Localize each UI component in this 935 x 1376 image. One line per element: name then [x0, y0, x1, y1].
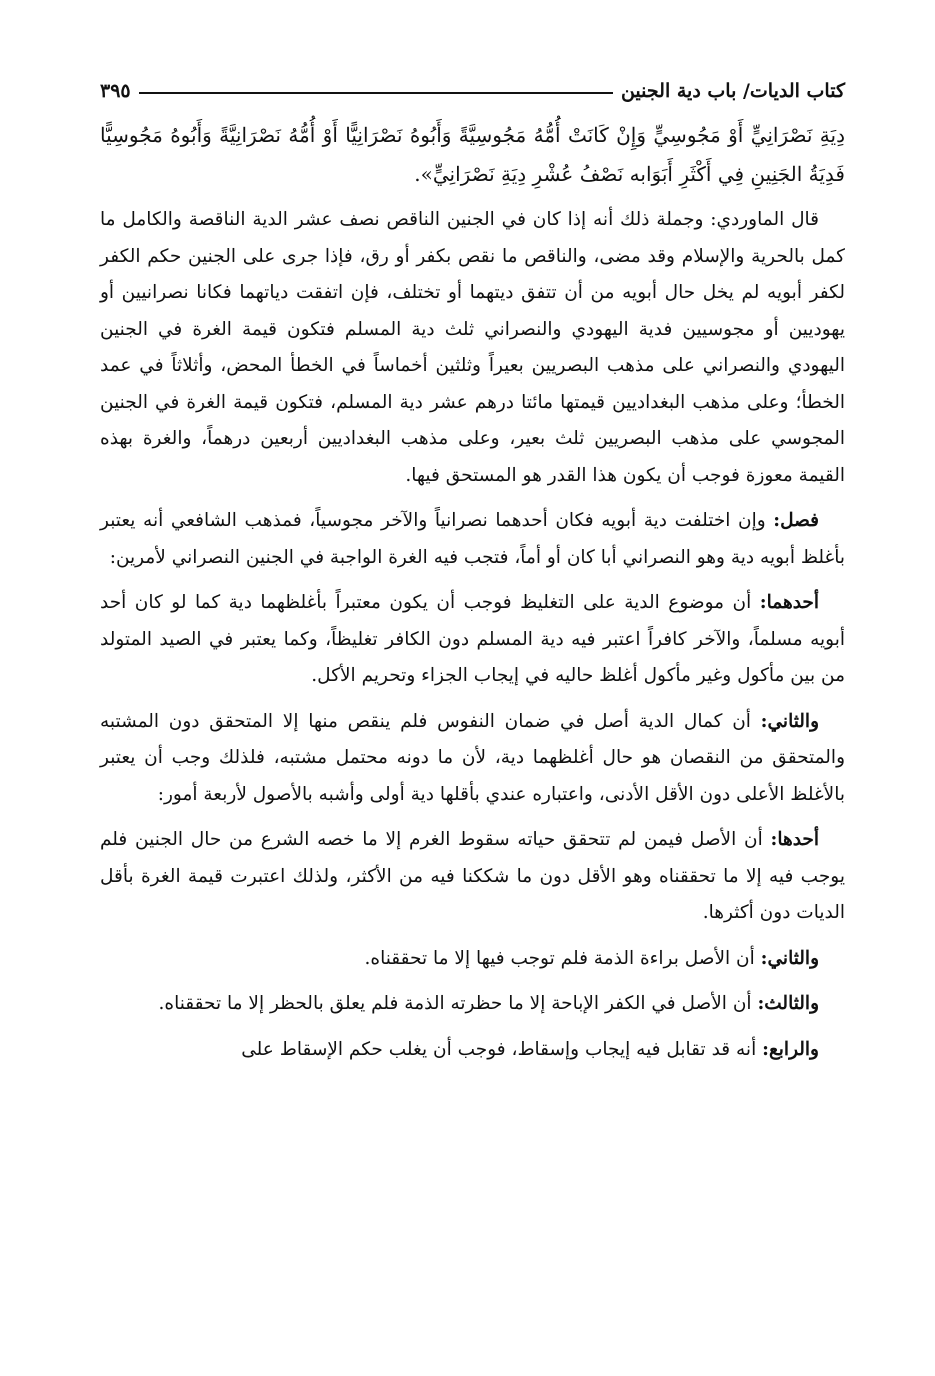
- page-number: ٣٩٥: [100, 80, 131, 102]
- paragraph-text: أن الأصل براءة الذمة فلم توجب فيها إلا ما تحققناه.: [364, 947, 761, 969]
- paragraph-lead: والثالث:: [757, 993, 819, 1014]
- paragraph-text: أن الأصل فيمن لم تتحقق حياته سقوط الغرم إلا ما خصه الشرع من حال الجنين فلم يوجب فيه إلا ما تحققناه وهو الأقل دون ما شككنا فيه من الأكثر، ولذلك اعتبرت قيمة الغرة بأقل الديات دون أكثرها.: [100, 829, 845, 923]
- paragraph-lead: والثاني:: [760, 710, 819, 732]
- paragraph-5: [100, 822, 845, 932]
- paragraph-8: [100, 1032, 845, 1069]
- paragraph-text: أن الأصل في الكفر الإباحة إلا ما حظرته الذمة فلم يعلق بالحظر إلا ما تحققناه.: [158, 993, 758, 1014]
- paragraph-lead: والثاني:: [760, 947, 819, 969]
- paragraph-4: [100, 704, 845, 814]
- running-header-title: كتاب الديات/ باب دية الجنين: [620, 80, 845, 102]
- running-header: [100, 74, 845, 108]
- header-rule: [139, 92, 613, 94]
- paragraph-text: أن كمال الدية أصل في ضمان النفوس فلم ينقص منها إلا المتحقق دون المشتبه والمتحقق من النقصان هو حال أغلظهما دية، لأن ما دونه محتمل مشتبه، فلذلك وجب أن يعتبر بالأغلظ الأعلى دون الأقل الأدنى، واعتباره عندي بأقلها دية أولى وأشبه بالأصول لأربعة أمور:: [100, 710, 845, 805]
- hadith-quote: دِيَةِ نَصْرَانِيٍّ أَوْ مَجُوسِيٍّ وَإِنْ كَانَتْ أُمُّهُ مَجُوسِيَّةً وَأَبُوهُ نَصْرَانِيًّا أَوْ أُمُّهُ نَصْرَانِيَّةً وَأَبُوهُ مَجُوسِيًّا فَدِيَةُ الجَنِينِ فِي أَكْثَرِ أَبَوَابه نَصْفُ عُشْرِ دِيَةِ نَصْرَانِيٍّ».: [100, 123, 845, 186]
- paragraph-text: أنه قد تقابل فيه إيجاب وإسقاط، فوجب أن يغلب حكم الإسقاط على: [241, 1038, 763, 1060]
- paragraph-lead: أحدها:: [770, 829, 819, 850]
- paragraph-text: قال الماوردي: وجملة ذلك أنه إذا كان في الجنين الناقص نصف عشر الدية الناقصة والكامل ما كمل بالحرية والإسلام وقد مضى، والناقص ما نقص بكفر أو رق، فإذا جرى على الجنين حكم الكفر لكفر أبويه لم يخل حال أبويه من أن تتفق ديتهما أو تختلف، فإن اتفقت دياتهما فكانا نصرانيين أو يهوديين أو مجوسيين فدية اليهودي والنصراني ثلث دية المسلم فتكون قيمة الغرة في الجنين اليهودي والنصراني على مذهب البصريين بعيراً وثلثين أخماساً في الخطأ المحض، وأثلاثاً في عمد الخطأ؛ وعلى مذهب البغداديين قيمتها مائتا درهم عشر دية المسلم، فتكون قيمة الغرة في الجنين المجوسي على مذهب البصريين ثلث بعير، وعلى مذهب البغداديين أربعين درهماً، والغرة بهذه القيمة معوزة فوجب أن يكون هذا القدر هو المستحق فيها.: [100, 209, 845, 486]
- paragraph-3: [100, 585, 845, 695]
- paragraph-2: [100, 503, 845, 576]
- book-page: [100, 74, 845, 1077]
- paragraph-7: [100, 986, 845, 1023]
- paragraph-text: أن موضوع الدية على التغليظ فوجب أن يكون معتبراً بأغلظهما دية كما لو كان أحد أبويه مسلماً، والآخر كافراً اعتبر فيه دية المسلم دون الكافر تغليظاً، وكما يعتبر في الصيد المتولد من بين مأكول وغير مأكول أغلظ حاليه في إيجاب الجزاء وتحريم الأكل.: [100, 592, 845, 686]
- paragraph-lead: والرابع:: [762, 1038, 819, 1060]
- paragraph-text: وإن اختلفت دية أبويه فكان أحدهما نصرانياً والآخر مجوسياً، فمذهب الشافعي أنه يعتبر بأغلظ أبويه دية وهو النصراني أبا كان أو أماً، فتجب فيه الغرة الواجبة في الجنين النصراني لأمرين:: [100, 510, 845, 568]
- paragraph-1: [100, 202, 845, 494]
- paragraph-lead: فصل:: [773, 510, 819, 531]
- paragraph-lead: أحدهما:: [759, 592, 819, 613]
- paragraph-6: [100, 941, 845, 978]
